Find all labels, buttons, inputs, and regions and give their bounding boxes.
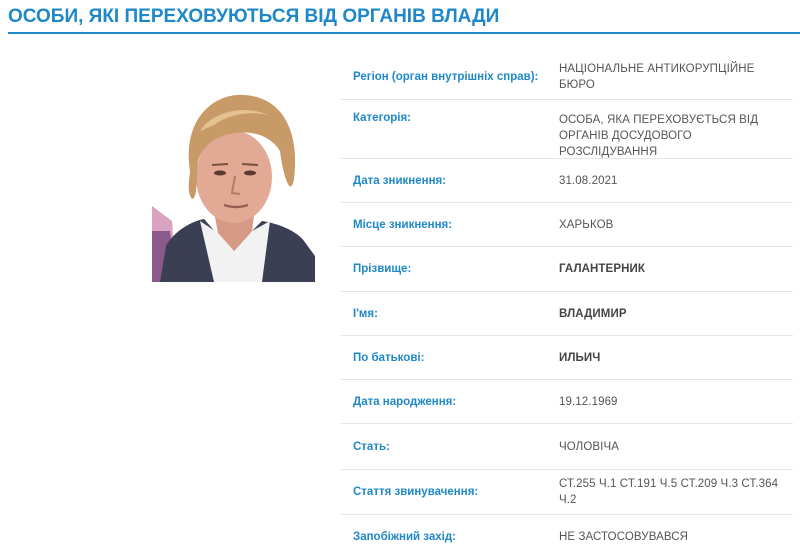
detail-row-disappearance-date: [341, 159, 793, 203]
detail-row-region: [341, 54, 793, 100]
label-region: Регіон (орган внутрішніх справ):: [353, 70, 539, 83]
label-disappearance-place: Місце зникнення:: [353, 218, 453, 231]
value-disappearance-place: ХАРЬКОВ: [559, 218, 614, 231]
title-divider: [8, 32, 800, 34]
value-region: НАЦІОНАЛЬНЕ АНТИКОРУПЦІЙНЕ БЮРО: [559, 62, 755, 91]
value-disappearance-date: 31.08.2021: [559, 174, 618, 187]
label-patronymic: По батькові:: [353, 351, 425, 364]
detail-row-surname: [341, 247, 793, 292]
details-table: [341, 54, 793, 555]
label-first-name: І'мя:: [353, 307, 378, 320]
value-birth-date: 19.12.1969: [559, 395, 618, 408]
label-preventive-measure: Запобіжний захід:: [353, 531, 456, 543]
page-title: ОСОБИ, ЯКІ ПЕРЕХОВУЮТЬСЯ ВІД ОРГАНІВ ВЛАДИ: [8, 6, 500, 27]
value-surname: ГАЛАНТЕРНИК: [559, 263, 645, 275]
label-charge-article: Стаття звинувачення:: [353, 486, 479, 498]
label-sex: Стать:: [353, 440, 390, 453]
label-category: Категорія:: [353, 112, 412, 124]
detail-row-preventive-measure: [341, 515, 793, 555]
value-first-name: ВЛАДИМИР: [559, 307, 627, 320]
value-charge-article: СТ.255 Ч.1 СТ.191 Ч.5 СТ.209 Ч.3 СТ.364 Ч.2: [559, 478, 779, 506]
label-disappearance-date: Дата зникнення:: [353, 174, 447, 187]
detail-row-sex: [341, 424, 793, 470]
value-category: ОСОБА, ЯКА ПЕРЕХОВУЄТЬСЯ ВІД ОРГАНІВ ДОСУДОВОГО РОЗСЛІДУВАННЯ: [559, 114, 759, 158]
label-birth-date: Дата народження:: [353, 395, 457, 408]
person-portrait-image: [152, 81, 315, 282]
detail-row-birth-date: [341, 380, 793, 424]
value-sex: ЧОЛОВІЧА: [559, 440, 619, 453]
label-surname: Прізвище:: [353, 263, 412, 275]
detail-row-disappearance-place: [341, 203, 793, 247]
detail-row-charge-article: [341, 470, 793, 515]
value-preventive-measure: НЕ ЗАСТОСОВУВАВСЯ: [559, 531, 689, 543]
detail-row-first-name: [341, 292, 793, 336]
value-patronymic: ИЛЬИЧ: [559, 351, 601, 364]
detail-row-category: [341, 100, 793, 159]
detail-row-patronymic: [341, 336, 793, 380]
person-photo: [152, 81, 315, 282]
